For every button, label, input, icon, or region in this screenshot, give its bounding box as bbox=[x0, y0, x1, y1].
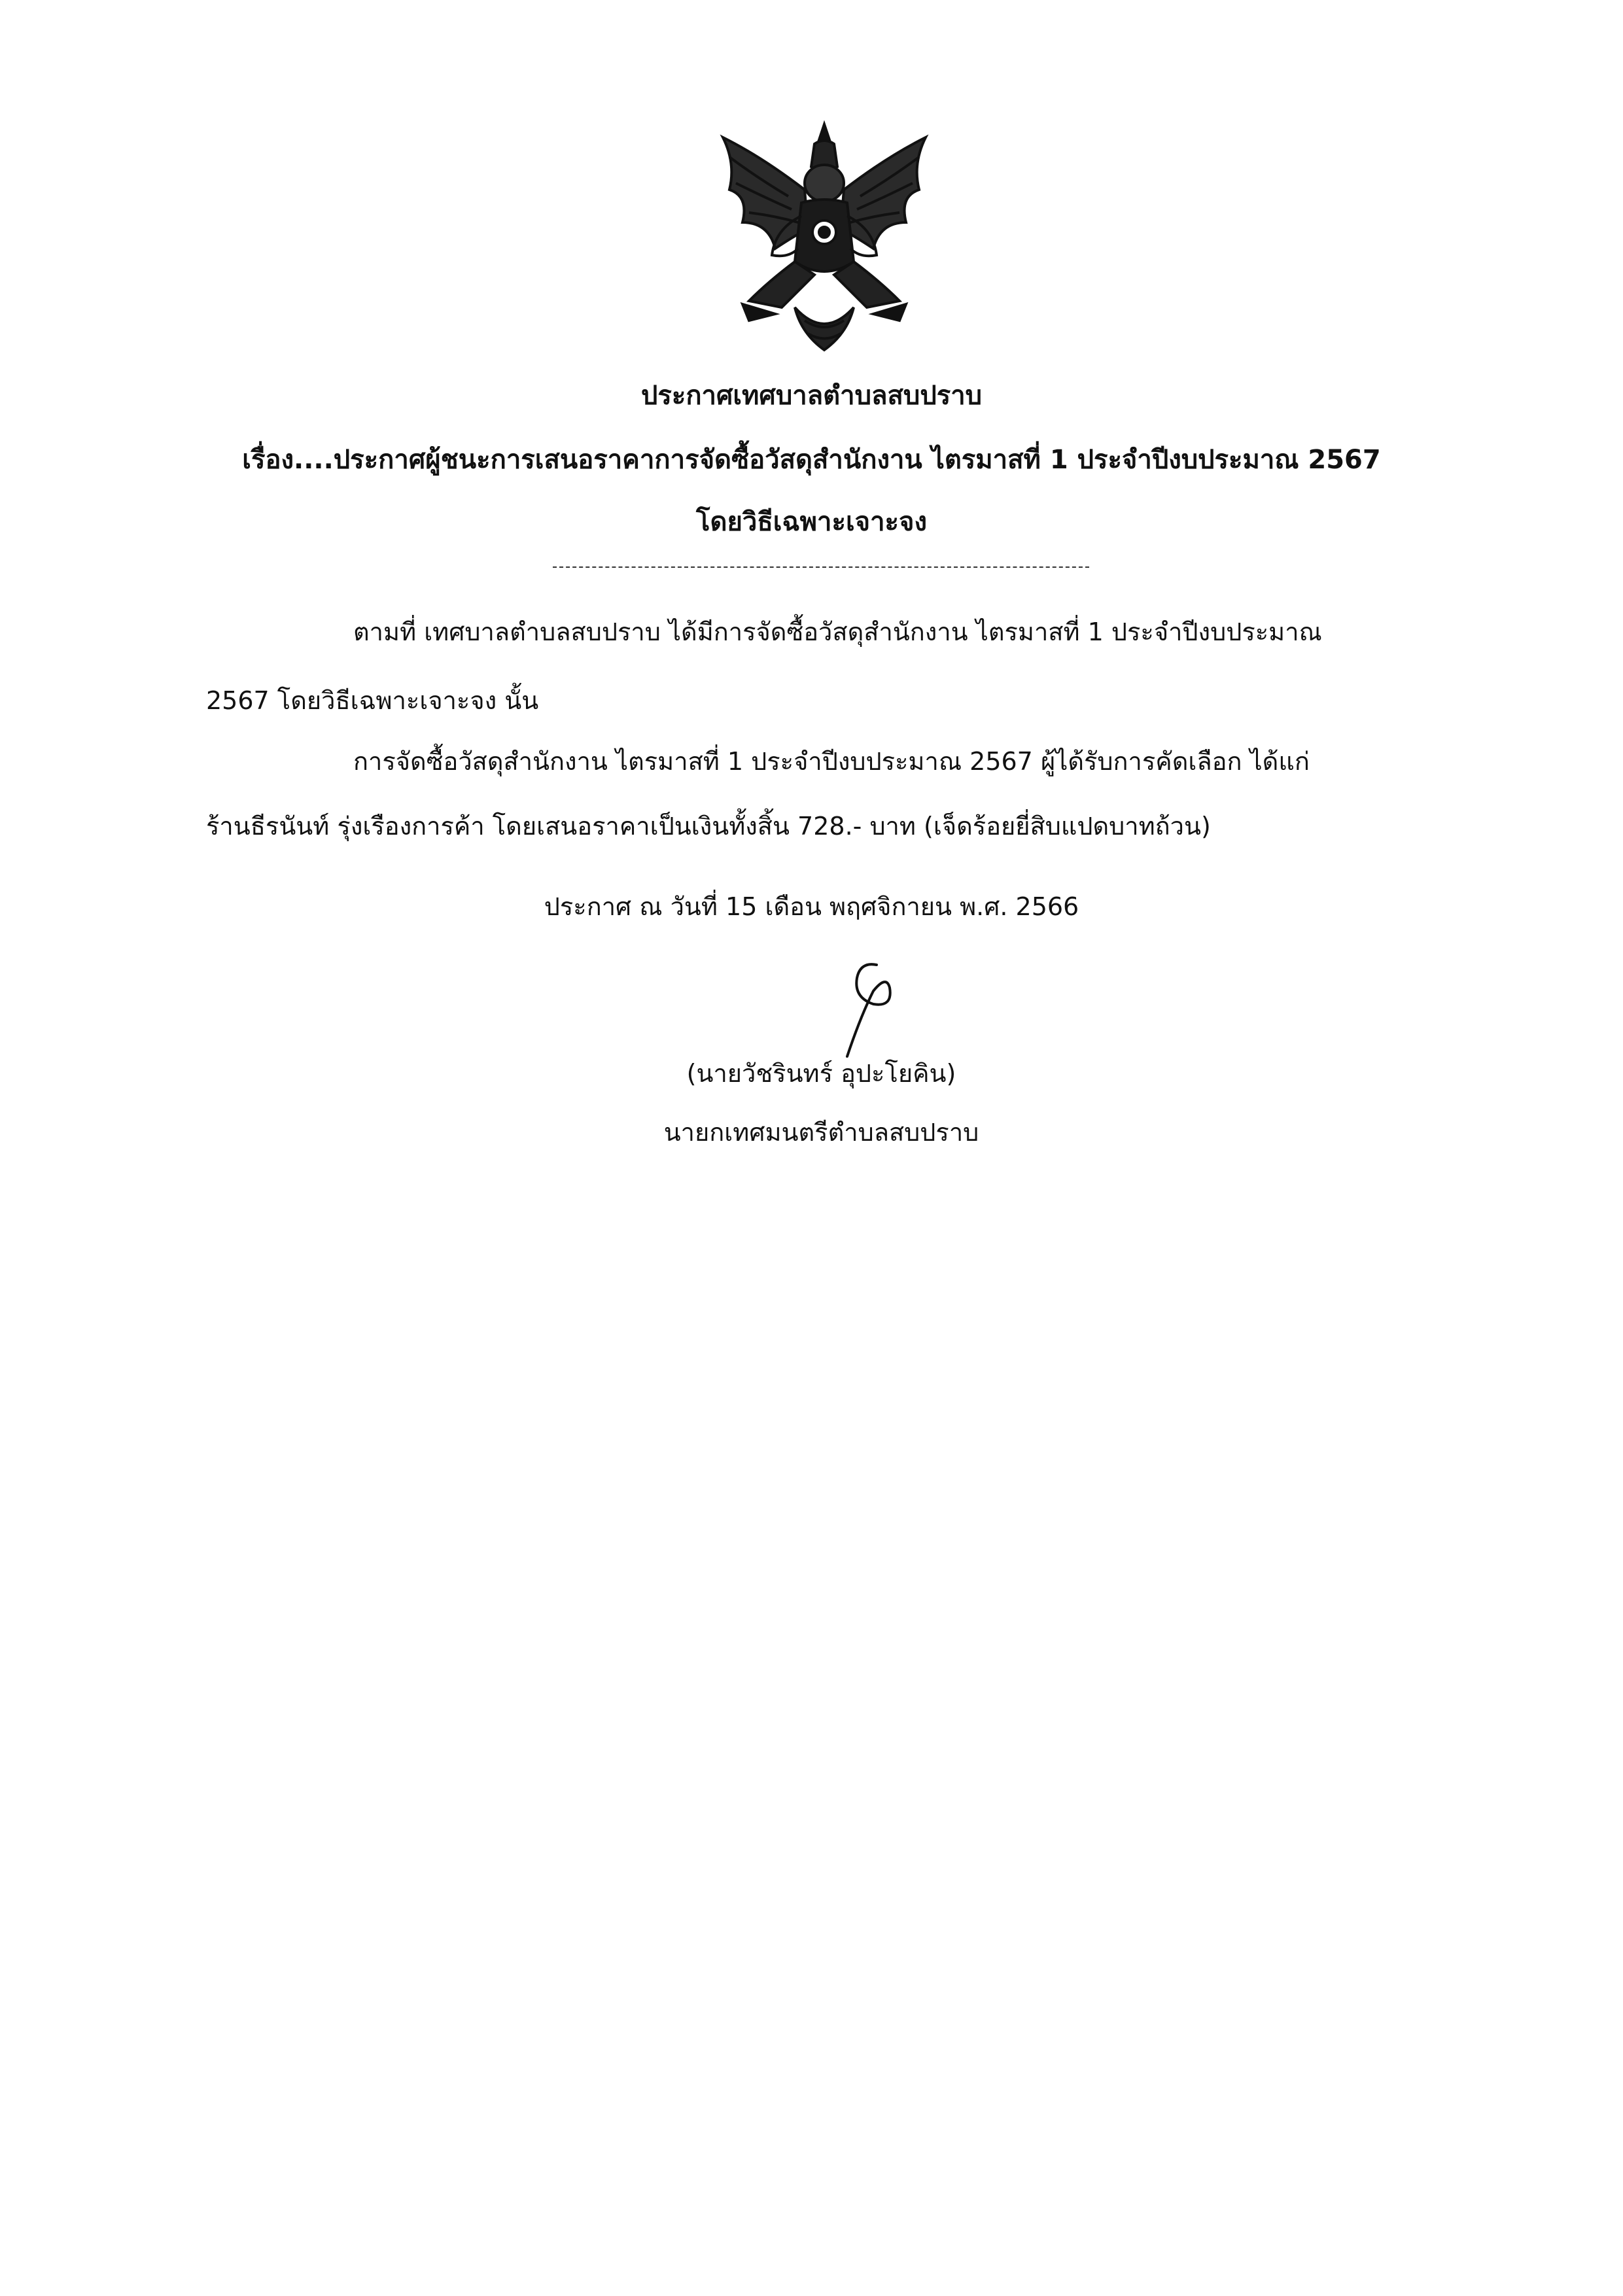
divider-line bbox=[553, 566, 1089, 568]
paragraph-2-line-1: การจัดซื้อวัสดุสำนักงาน ไตรมาสที่ 1 ประจำปีงบประมาณ 2567 ผู้ได้รับการคัดเลือก ได้แก่ bbox=[353, 747, 1310, 776]
procurement-method: โดยวิธีเฉพาะเจาะจง bbox=[695, 507, 928, 537]
announcement-subject: เรื่อง....ประกาศผู้ชนะการเสนอราคาการจัดซื้อวัสดุสำนักงาน ไตรมาสที่ 1 ประจำปีงบประมาณ 2567 bbox=[242, 445, 1381, 475]
announcement-title: ประกาศเทศบาลตำบลสบปราบ bbox=[640, 381, 983, 411]
signature-icon bbox=[821, 952, 919, 1070]
paragraph-1-line-2: 2567 โดยวิธีเฉพาะเจาะจง นั้น bbox=[206, 686, 539, 715]
paragraph-1-line-1: ตามที่ เทศบาลตำบลสบปราบ ได้มีการจัดซื้อวัสดุสำนักงาน ไตรมาสที่ 1 ประจำปีงบประมาณ bbox=[353, 617, 1322, 646]
garuda-emblem-icon bbox=[710, 118, 939, 360]
signer-name: (นายวัชรินทร์ อุปะโยคิน) bbox=[686, 1059, 956, 1088]
paragraph-2-line-2: ร้านธีรนันท์ รุ่งเรืองการค้า โดยเสนอราคาเป็นเงินทั้งสิ้น 728.- บาท (เจ็ดร้อยยี่สิบแปดบาทถ้วน) bbox=[206, 812, 1211, 841]
signer-position: นายกเทศมนตรีตำบลสบปราบ bbox=[663, 1118, 979, 1147]
announcement-date: ประกาศ ณ วันที่ 15 เดือน พฤศจิกายน พ.ศ. 2566 bbox=[544, 892, 1079, 921]
